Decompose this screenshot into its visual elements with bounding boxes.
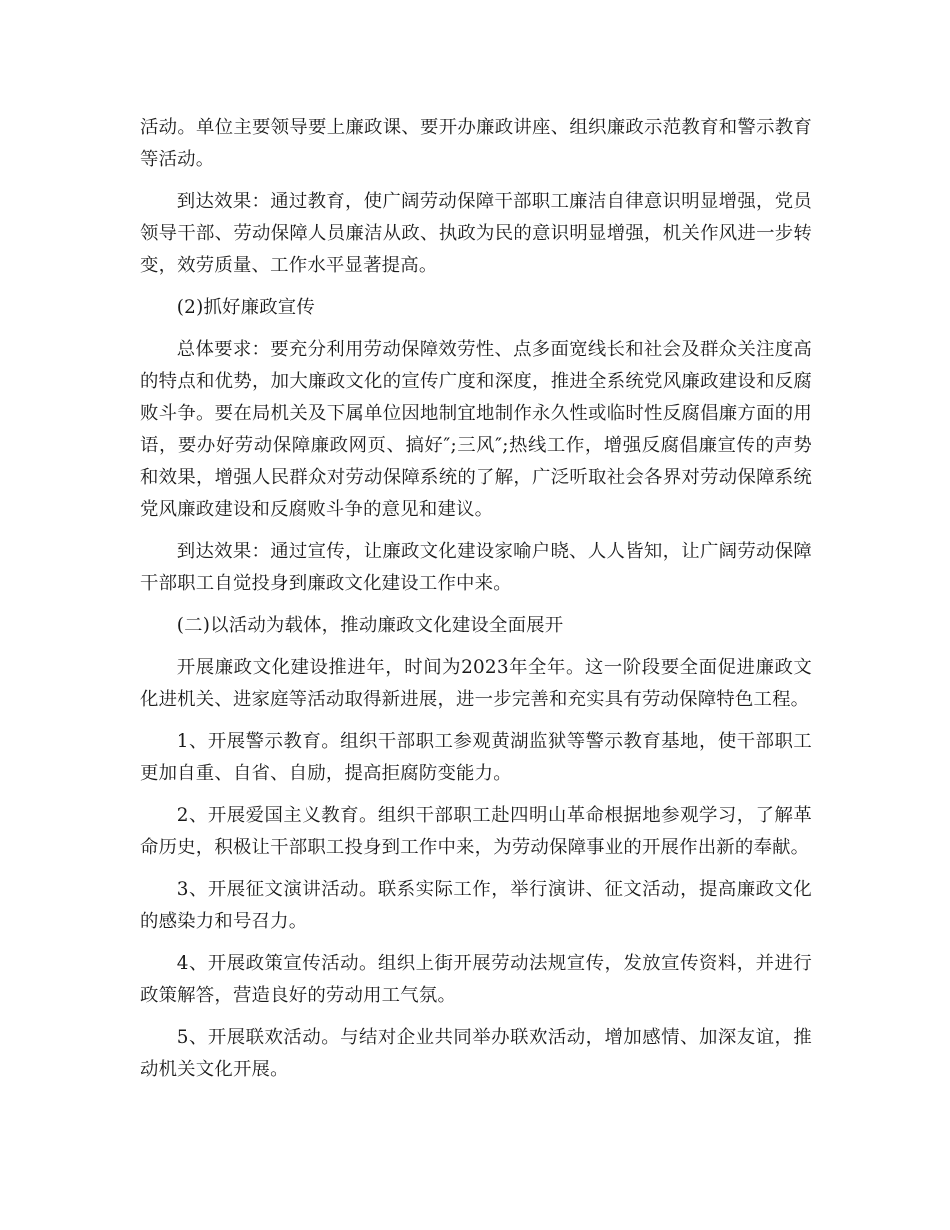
document-body xyxy=(140,112,812,1096)
paragraph-publicity-effect: 到达效果：通过宣传，让廉政文化建设家喻户晓、人人皆知，让广阔劳动保障干部职工自觉投身到廉政文化建设工作中来。 xyxy=(140,541,812,594)
list-item-social-event: 5、开展联欢活动。与结对企业共同举办联欢活动，增加感情、加深友谊，推动机关文化开展。 xyxy=(140,1027,812,1080)
section-heading-activities: (二)以活动为载体，推动廉政文化建设全面展开 xyxy=(176,615,564,636)
list-item-warning-education: 1、开展警示教育。组织干部职工参观黄湖监狱等警示教育基地，使干部职工更加自重、自省、自励，提高拒腐防变能力。 xyxy=(140,731,812,784)
paragraph-general-requirements: 总体要求：要充分利用劳动保障效劳性、点多面宽线长和社会及群众关注度高的特点和优势，加大廉政文化的宣传广度和深度，推进全系统党风廉政建设和反腐败斗争。要在局机关及下属单位因地制宜地制作永久性或临时性反腐倡廉方面的用语，要办好劳动保障廉政网页、搞好″;三风″;热线工作，增强反腐倡廉宣传的声势和效果，增强人民群众对劳动保障系统的了解，广泛听取社会各界对劳动保障系统党风廉政建设和反腐败斗争的意见和建议。 xyxy=(140,339,812,520)
paragraph-promotion-year: 开展廉政文化建设推进年，时间为2023年全年。这一阶段要全面促进廉政文化进机关、进家庭等活动取得新进展，进一步完善和充实具有劳动保障特色工程。 xyxy=(140,657,812,710)
paragraph-education-effect: 到达效果：通过教育，使广阔劳动保障干部职工廉洁自律意识明显增强，党员领导干部、劳动保障人员廉洁从政、执政为民的意识明显增强，机关作风进一步转变，效劳质量、工作水平显著提高。 xyxy=(140,191,812,276)
section-heading-publicity: (2)抓好廉政宣传 xyxy=(176,297,315,318)
list-item-essay-speech: 3、开展征文演讲活动。联系实际工作，举行演讲、征文活动，提高廉政文化的感染力和号召力。 xyxy=(140,879,812,932)
list-item-policy-publicity: 4、开展政策宣传活动。组织上街开展劳动法规宣传，发放宣传资料，并进行政策解答，营造良好的劳动用工气氛。 xyxy=(140,953,812,1006)
paragraph-activity-continued: 活动。单位主要领导要上廉政课、要开办廉政讲座、组织廉政示范教育和警示教育等活动。 xyxy=(140,117,812,170)
list-item-patriotic-education: 2、开展爱国主义教育。组织干部职工赴四明山革命根据地参观学习，了解革命历史，积极让干部职工投身到工作中来，为劳动保障事业的开展作出新的奉献。 xyxy=(140,805,812,858)
